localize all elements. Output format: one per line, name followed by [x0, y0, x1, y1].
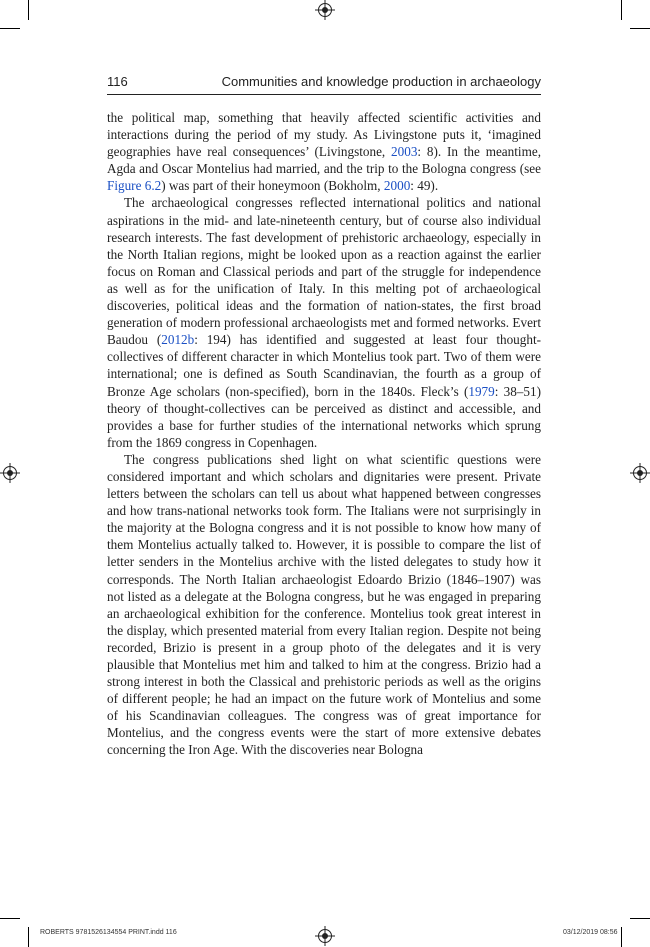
registration-mark-icon	[633, 466, 647, 480]
paragraph	[107, 109, 541, 194]
crop-mark	[28, 927, 29, 947]
paragraph-text: The archaeological congresses reflected international politics and national aspirations in the mid- and late-nineteenth century, but of course also individual research interests. The fast development of prehistoric archaeology, especially in the North Italian regions, might be looked upon as a reaction against the earlier focus on Roman and Classical periods and part of the struggle for independence as well as for the unification of Italy. In this melting pot of archaeological discoveries, political ideas and the formation of nation-states, the first broad generation of modern professional archaeologists met and formed networks. Evert Baudou (	[107, 195, 541, 348]
paragraph-text: the political map, something that heavily affected scientific activities and interactions during the period of my study. As Livingstone puts it, ‘imagined geographies have real consequences’ (Livingstone,	[107, 110, 541, 160]
paragraph-text: : 38–51) theory of thought-collectives can be perceived as distinct and accessible, and provides a base for further studies of the international networks which sprung from the 1869 congress in Copenhagen.	[107, 383, 541, 450]
citation-link[interactable]: 1979	[468, 383, 495, 399]
running-title: Communities and knowledge production in archaeology	[221, 74, 541, 89]
body-text	[107, 109, 541, 759]
citation-link[interactable]: 2000	[383, 178, 411, 194]
footer-slug-right: 03/12/2019 08:56	[563, 929, 618, 936]
crop-mark	[621, 927, 622, 947]
citation-link[interactable]: Figure 6.2	[107, 178, 162, 194]
footer-slug-left: ROBERTS 9781526134554 PRINT.indd 116	[40, 929, 177, 936]
crop-mark	[28, 0, 29, 20]
paragraph-text: : 49).	[410, 178, 439, 194]
crop-mark	[0, 918, 20, 919]
crop-mark	[630, 918, 650, 919]
crop-mark	[0, 28, 20, 29]
registration-mark-icon	[3, 466, 17, 480]
running-header	[107, 74, 541, 95]
citation-link[interactable]: 2012b	[161, 332, 195, 348]
registration-mark-icon	[318, 929, 332, 943]
paragraph-text: ) was part of their honeymoon (Bokholm,	[161, 178, 384, 194]
paragraph-text: : 8). In the meantime, Agda and Oscar Montelius had married, and the trip to the Bologna congress (see	[107, 144, 541, 177]
paragraph	[107, 451, 541, 759]
page-number: 116	[107, 74, 128, 89]
registration-mark-icon	[318, 3, 332, 17]
paragraph-text: : 194) has identified and suggested at least four thought-collectives of different character in which Montelius took part. Two of them were international; one is defined as South Scandinavian, the fourth as a group of Bronze Age scholars (non-specified), born in the 1840s. Fleck’s (	[107, 332, 542, 399]
paragraph	[107, 194, 541, 450]
crop-mark	[621, 0, 622, 20]
citation-link[interactable]: 2003	[391, 144, 418, 160]
crop-mark	[630, 28, 650, 29]
paragraph-text: The congress publications shed light on what scientific questions were considered important and which scholars and dignitaries were present. Private letters between the scholars can tell us about what happened between congresses and how trans-national networks took form. The Italians were not surprisingly in the majority at the Bologna congress and it is not possible to know how many of them Montelius actually talked to. However, it is possible to compare the list of letter senders in the Montelius archive with the listed delegates to study how it corresponds. The North Italian archaeologist Edoardo Brizio (1846–1907) was not listed as a delegate at the Bologna congress, but he was engaged in preparing an archaeological exhibition for the conference. Montelius took great interest in the display, which presented material from every Italian region. Despite not being recorded, Brizio is present in a group photo of the delegates and it is very plausible that Montelius met him and talked to him at the congress. Brizio had a strong interest in both the Classical and prehistoric periods as well as the origins of different people; he had an impact on the future work of Montelius and some of his Scandinavian colleagues. The congress was of great importance for Montelius, and the congress events were the start of more extensive debates concerning the Iron Age. With the discoveries near Bologna	[107, 451, 541, 758]
